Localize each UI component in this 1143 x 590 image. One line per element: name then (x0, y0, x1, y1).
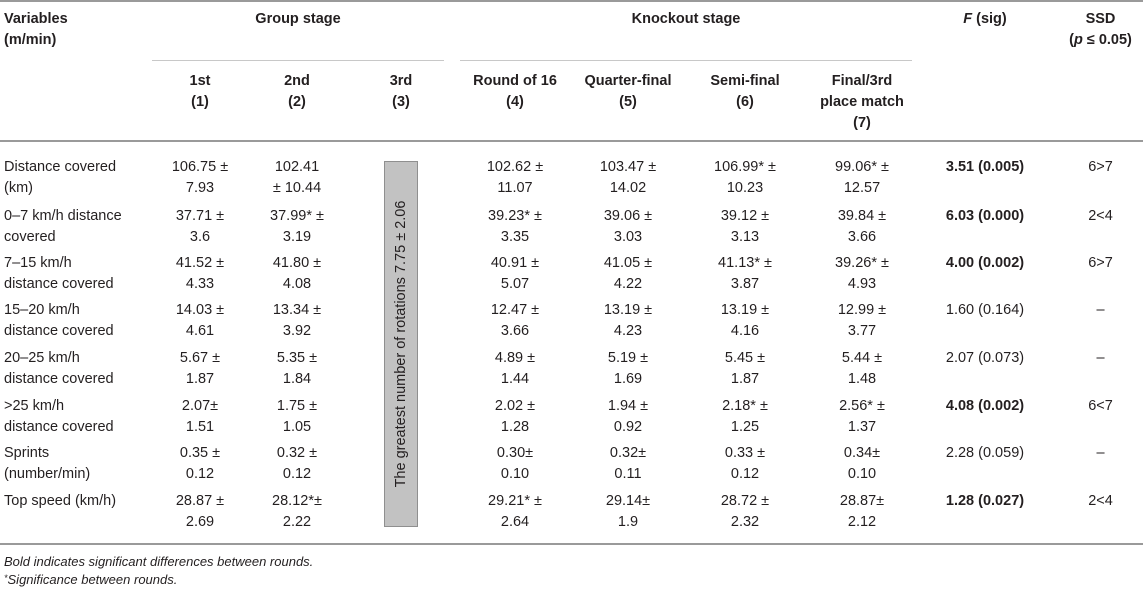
table-cell-line1: 0.32 ± (276, 445, 318, 461)
table-cell-line2: 3.92 (282, 323, 312, 339)
table-cell (568, 348, 688, 390)
footnote-bold: Bold indicates significant differences between rounds. (4, 554, 314, 569)
table-cell (568, 157, 688, 199)
table-cell (802, 253, 922, 295)
table-bottom-rule (0, 543, 1143, 545)
table-cell-line2: 4.16 (730, 323, 760, 339)
ssd-header (1058, 9, 1143, 51)
table-cell-line1: 13.19 ± (603, 302, 653, 318)
table-cell-line2: 4.93 (847, 276, 877, 292)
table-cell (568, 491, 688, 533)
column-header-2 (247, 71, 347, 113)
table-cell (568, 300, 688, 342)
ssd-value: 2<4 (1088, 208, 1113, 224)
table-cell (455, 491, 575, 533)
table-cell-line2: 12.57 (843, 180, 881, 196)
table-cell-line1: 37.71 ± (175, 208, 225, 224)
table-cell-line1: 103.47 ± (599, 159, 657, 175)
table-cell-line2: 3.35 (500, 229, 530, 245)
table-cell (568, 443, 688, 485)
table-cell-line1: 1.94 ± (607, 398, 649, 414)
footnote-star-mark: * (4, 573, 8, 583)
ssd-value: 6>7 (1088, 159, 1113, 175)
row-label-line1: 7–15 km/h (4, 255, 72, 271)
f-sig-value: 4.08 (0.002) (945, 398, 1025, 414)
table-cell-line1: 99.06* ± (835, 159, 889, 175)
variables-header-line2: (m/min) (4, 32, 57, 48)
table-cell-line1: 102.62 ± (486, 159, 544, 175)
table-cell-line2: 0.12 (185, 466, 215, 482)
table-cell-line2: 0.12 (282, 466, 312, 482)
row-label-line2: (number/min) (4, 466, 91, 482)
f-sig-value: 3.51 (0.005) (945, 159, 1025, 175)
ssd-value: – (1096, 445, 1105, 461)
table-cell (568, 396, 688, 438)
column-header-7-line2: place match (820, 94, 904, 110)
table-cell (455, 206, 575, 248)
column-header-3-line1: 3rd (389, 73, 413, 89)
table-cell-line1: 13.19 ± (720, 302, 770, 318)
table-cell (802, 491, 922, 533)
ssd-value: – (1096, 350, 1105, 366)
table-cell-line1: 39.06 ± (603, 208, 653, 224)
table-cell-line2: 1.84 (282, 371, 312, 387)
column-header-1-line1: 1st (189, 73, 211, 89)
table-cell-line1: 39.26* ± (835, 255, 889, 271)
f-sig-header-sig: (sig) (972, 11, 1007, 27)
row-label-line1: 15–20 km/h (4, 302, 80, 318)
table-cell (685, 491, 805, 533)
table-cell (802, 206, 922, 248)
ssd-value: 6<7 (1088, 398, 1113, 414)
table-cell-line1: 12.99 ± (837, 302, 887, 318)
table-cell-line1: 41.52 ± (175, 255, 225, 271)
footnote-star (4, 571, 177, 589)
table-cell (455, 253, 575, 295)
table-cell (237, 443, 357, 485)
f-sig-value: 2.07 (0.073) (945, 350, 1025, 366)
variables-header-line1: Variables (4, 11, 68, 27)
row-label-line1: Sprints (4, 445, 50, 461)
column-header-3-line2: (3) (392, 94, 410, 110)
table-cell-line1: 29.14± (605, 493, 651, 509)
table-cell-line1: 28.87 ± (175, 493, 225, 509)
knockout-stage-header: Knockout stage (631, 11, 741, 27)
table-cell-line1: 0.32± (609, 445, 647, 461)
column-header-4-line1: Round of 16 (473, 73, 557, 89)
f-sig-value: 4.00 (0.002) (945, 255, 1025, 271)
table-cell (802, 300, 922, 342)
table-cell-line1: 40.91 ± (490, 255, 540, 271)
column-header-5-line2: (5) (619, 94, 637, 110)
column-header-6 (690, 71, 800, 113)
table-cell (802, 443, 922, 485)
table-cell-line2: 2.69 (185, 514, 215, 530)
row-label-line1: 20–25 km/h (4, 350, 80, 366)
table-cell-line1: 106.99* ± (714, 159, 776, 175)
table-cell-line1: 2.02 ± (494, 398, 536, 414)
table-cell (455, 443, 575, 485)
table-cell-line2: 4.22 (613, 276, 643, 292)
table-cell-line2: 2.22 (282, 514, 312, 530)
table-cell (455, 348, 575, 390)
table-cell-line1: 28.12*± (272, 493, 322, 509)
third-round-bar (384, 161, 418, 527)
third-round-note: The greatest number of rotations 7.75 ± 2.06 (393, 200, 409, 488)
table-cell-line2: 3.87 (730, 276, 760, 292)
row-label-line1: Distance covered (4, 159, 117, 175)
table-cell-line1: 1.75 ± (276, 398, 318, 414)
table-cell (455, 300, 575, 342)
column-header-7-line3: (7) (853, 115, 871, 131)
ssd-p: p (1073, 32, 1083, 48)
ssd-header-line1: SSD (1085, 11, 1116, 27)
table-cell-line2: 4.33 (185, 276, 215, 292)
column-header-7 (797, 71, 927, 134)
row-label-line2: (km) (4, 180, 33, 196)
group-stage-header: Group stage (255, 11, 341, 27)
table-cell-line1: 102.41 (274, 159, 320, 175)
column-header-4-line2: (4) (506, 94, 524, 110)
row-label (4, 396, 114, 438)
knockout-stage-rule (460, 60, 912, 61)
table-cell (802, 157, 922, 199)
table-cell (237, 348, 357, 390)
table-cell-line1: 41.13* ± (718, 255, 772, 271)
footnote-star-text: Significance between rounds. (7, 572, 178, 587)
table-cell-line2: 3.77 (847, 323, 877, 339)
table-cell-line1: 28.87± (839, 493, 885, 509)
f-sig-header (912, 9, 1058, 30)
table-cell-line2: 10.23 (726, 180, 764, 196)
group-stage-rule (152, 60, 444, 61)
row-label (4, 157, 116, 199)
table-cell-line2: 1.28 (500, 419, 530, 435)
table-cell-line2: 0.12 (730, 466, 760, 482)
table-cell-line1: 5.45 ± (724, 350, 766, 366)
table-cell-line2: 2.64 (500, 514, 530, 530)
f-sig-value: 6.03 (0.000) (945, 208, 1025, 224)
table-cell-line2: 3.13 (730, 229, 760, 245)
table-cell-line2: 3.66 (500, 323, 530, 339)
column-header-1-line2: (1) (191, 94, 209, 110)
table-cell-line1: 5.67 ± (179, 350, 221, 366)
table-cell-line1: 14.03 ± (175, 302, 225, 318)
top-rule (0, 0, 1143, 2)
column-header-7-line1: Final/3rd (831, 73, 893, 89)
table-cell-line2: 4.61 (185, 323, 215, 339)
table-cell-line2: 4.23 (613, 323, 643, 339)
header-bottom-rule (0, 140, 1143, 142)
table-cell-line1: 5.19 ± (607, 350, 649, 366)
f-sig-header-f: F (963, 11, 973, 27)
table-cell-line1: 2.07± (181, 398, 219, 414)
column-header-6-line1: Semi-final (710, 73, 780, 89)
table-cell-line2: 2.32 (730, 514, 760, 530)
row-label-line1: >25 km/h (4, 398, 65, 414)
row-label-line1: 0–7 km/h distance (4, 208, 122, 224)
table-cell-line1: 4.89 ± (494, 350, 536, 366)
table-cell (237, 491, 357, 533)
table-cell-line2: 1.25 (730, 419, 760, 435)
table-cell (237, 253, 357, 295)
column-header-6-line2: (6) (736, 94, 754, 110)
ssd-value: 2<4 (1088, 493, 1113, 509)
table-cell (685, 253, 805, 295)
table-cell-line1: 37.99* ± (270, 208, 324, 224)
row-label (4, 253, 114, 295)
table-cell-line2: 7.93 (185, 180, 215, 196)
table-cell (685, 396, 805, 438)
ssd-value: – (1096, 302, 1105, 318)
table-cell-line2: 1.87 (730, 371, 760, 387)
table-cell-line2: 11.07 (497, 180, 533, 196)
table-cell-line2: 1.87 (185, 371, 215, 387)
column-header-2-line2: (2) (288, 94, 306, 110)
row-label-line1: Top speed (km/h) (4, 493, 117, 509)
variables-header (4, 9, 68, 51)
table-cell-line1: 106.75 ± (171, 159, 229, 175)
table-cell (455, 157, 575, 199)
table-cell-line2: 1.9 (617, 514, 639, 530)
table-cell-line2: 5.07 (500, 276, 530, 292)
ssd-open-paren: ( (1069, 32, 1074, 48)
row-label (4, 491, 116, 512)
table-cell-line2: 3.19 (282, 229, 312, 245)
row-label-line2: distance covered (4, 371, 114, 387)
row-label-line2: distance covered (4, 419, 114, 435)
table-cell (237, 300, 357, 342)
table-cell-line1: 2.56* ± (839, 398, 885, 414)
table-cell-line1: 39.84 ± (837, 208, 887, 224)
f-sig-value: 1.28 (0.027) (945, 493, 1025, 509)
table-cell (685, 348, 805, 390)
table-cell-line1: 13.34 ± (272, 302, 322, 318)
column-header-1 (150, 71, 250, 113)
table-cell (455, 396, 575, 438)
row-label (4, 206, 122, 248)
column-header-3 (361, 71, 441, 113)
table-cell-line2: 3.6 (189, 229, 211, 245)
table-cell-line2: 14.02 (609, 180, 647, 196)
table-cell (568, 206, 688, 248)
table-cell-line2: 1.37 (847, 419, 877, 435)
table-cell-line2: 0.10 (847, 466, 877, 482)
table-cell-line2: 3.66 (847, 229, 877, 245)
table-cell-line1: 39.12 ± (720, 208, 770, 224)
ssd-value: 6>7 (1088, 255, 1113, 271)
table-cell-line1: 28.72 ± (720, 493, 770, 509)
row-label-line2: covered (4, 229, 56, 245)
table-cell (802, 396, 922, 438)
column-header-5 (568, 71, 688, 113)
f-sig-value: 2.28 (0.059) (945, 445, 1025, 461)
table-cell-line2: 2.12 (847, 514, 877, 530)
table-cell-line2: ± 10.44 (272, 180, 322, 196)
table-cell-line1: 5.35 ± (276, 350, 318, 366)
table-cell (685, 206, 805, 248)
column-header-2-line1: 2nd (284, 73, 310, 89)
ssd-threshold: ≤ 0.05) (1082, 32, 1132, 48)
table-cell-line1: 5.44 ± (841, 350, 883, 366)
table-cell-line1: 0.35 ± (179, 445, 221, 461)
table-cell-line1: 41.80 ± (272, 255, 322, 271)
table-cell (685, 157, 805, 199)
column-header-5-line1: Quarter-final (584, 73, 672, 89)
table-cell (685, 300, 805, 342)
table-cell-line1: 0.34± (843, 445, 881, 461)
table-cell-line1: 0.33 ± (724, 445, 766, 461)
row-label-line2: distance covered (4, 323, 114, 339)
table-cell-line2: 1.51 (185, 419, 215, 435)
column-header-4 (455, 71, 575, 113)
row-label (4, 443, 90, 485)
table-cell-line1: 29.21* ± (488, 493, 542, 509)
table-cell-line1: 41.05 ± (603, 255, 653, 271)
table-cell-line2: 1.48 (847, 371, 877, 387)
table-cell-line1: 12.47 ± (490, 302, 540, 318)
table-cell (568, 253, 688, 295)
row-label-line2: distance covered (4, 276, 114, 292)
table-cell-line1: 0.30± (496, 445, 534, 461)
table-cell-line2: 3.03 (613, 229, 643, 245)
table-cell (237, 157, 357, 199)
table-cell (237, 206, 357, 248)
table-cell-line2: 0.10 (500, 466, 530, 482)
table-cell-line2: 0.11 (614, 466, 642, 482)
table-cell-line2: 1.69 (613, 371, 643, 387)
table-cell-line1: 2.18* ± (722, 398, 768, 414)
table-cell-line2: 1.05 (282, 419, 312, 435)
table-cell (802, 348, 922, 390)
f-sig-value: 1.60 (0.164) (945, 302, 1025, 318)
row-label (4, 300, 114, 342)
table-cell-line2: 4.08 (282, 276, 312, 292)
ssd-header-line2 (1058, 30, 1143, 51)
table-cell-line2: 0.92 (613, 419, 643, 435)
table-cell (685, 443, 805, 485)
row-label (4, 348, 114, 390)
table-cell (237, 396, 357, 438)
table-cell-line2: 1.44 (500, 371, 530, 387)
table-cell-line1: 39.23* ± (488, 208, 542, 224)
